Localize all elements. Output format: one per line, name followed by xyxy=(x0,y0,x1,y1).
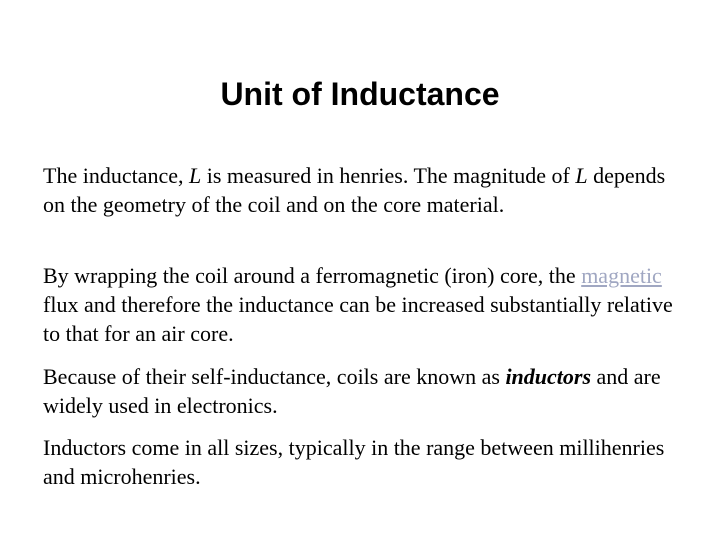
text-run: is measured in henries. The magnitude of xyxy=(201,163,576,188)
text-run: flux and therefore the inductance can be increased substantially relative to that for an air core. xyxy=(43,292,673,346)
symbol-L: L xyxy=(575,163,588,188)
paragraph-ferromagnetic-core xyxy=(43,261,683,348)
text-run: and are widely used in electronics. xyxy=(43,364,661,418)
text-run: By wrapping the coil around a ferromagnetic (iron) core, the xyxy=(43,263,582,288)
paragraph-inductors xyxy=(43,362,683,420)
text-run: Because of their self-inductance, coils are known as xyxy=(43,364,506,389)
symbol-L: L xyxy=(189,163,202,188)
text-run: depends on the geometry of the coil and on the core material. xyxy=(43,163,666,217)
text-run: The inductance, xyxy=(43,163,189,188)
slide-title: Unit of Inductance xyxy=(220,76,500,112)
text-run: Inductors come in all sizes, typically in the range between millihenries and microhenries. xyxy=(43,435,665,489)
paragraph-inductor-sizes xyxy=(43,433,683,491)
paragraph-inductance-definition xyxy=(43,161,683,219)
term-inductors: inductors xyxy=(505,364,592,389)
magnetic-link[interactable]: magnetic xyxy=(581,263,662,288)
